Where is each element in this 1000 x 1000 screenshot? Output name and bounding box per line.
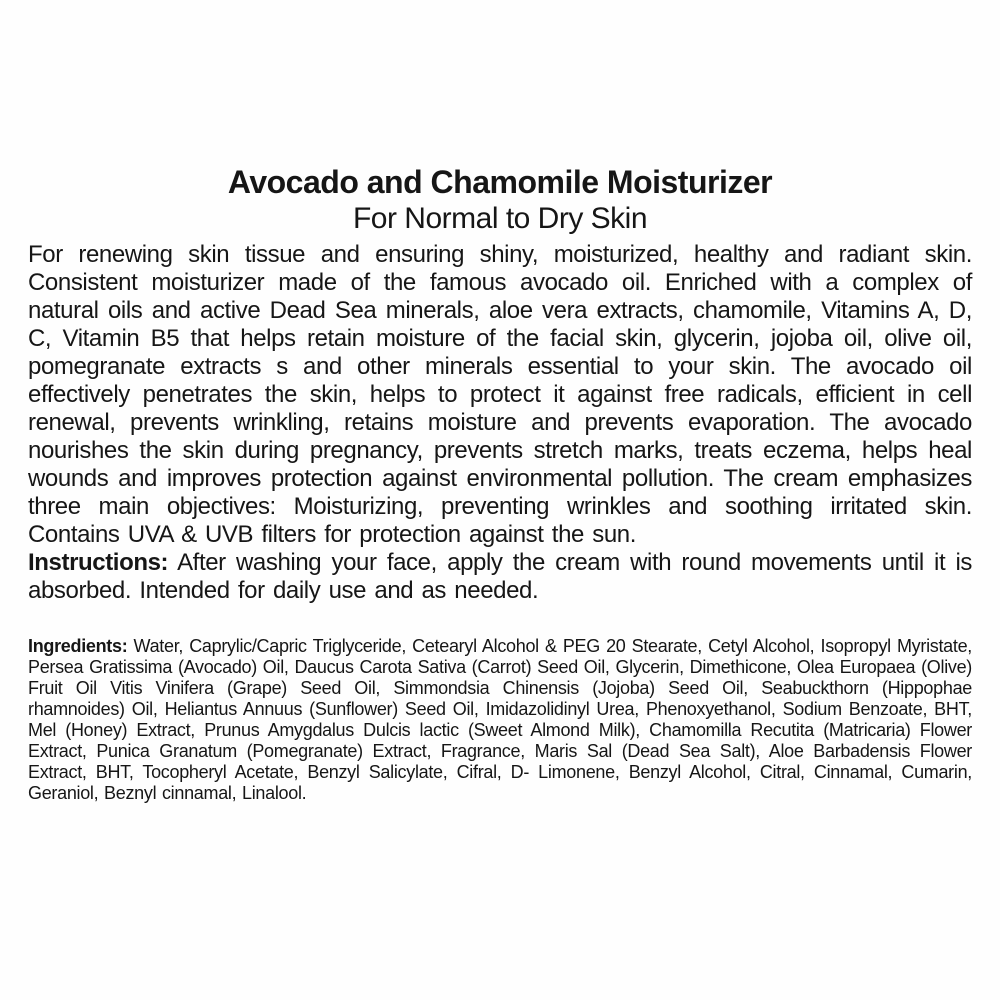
ingredients-label: Ingredients: [28,636,128,656]
instructions-paragraph [28,549,972,605]
product-title: Avocado and Chamomile Moisturizer [227,164,773,200]
product-subtitle: For Normal to Dry Skin [352,202,648,235]
instructions-text: After washing your face, apply the cream with round movements until it is absorbed. Intended for daily use and as needed. [28,549,972,604]
ingredients-paragraph [28,636,972,804]
instructions-label: Instructions: [28,549,169,576]
product-description: For renewing skin tissue and ensuring shiny, moisturized, healthy and radiant skin. Consistent moisturizer made of the famous avocado oil. Enriched with a complex of natural oils and active Dead Sea minerals, aloe vera extracts, chamomile, Vitamins A, D, C, Vitamin B5 that helps retain moisture of the facial skin, glycerin, jojoba oil, olive oil, pomegranate extracts s and other minerals essential to your skin. The avocado oil effectively penetrates the skin, helps to protect it against free radicals, efficient in cell renewal, prevents wrinkling, retains moisture and prevents evaporation. The avocado nourishes the skin during pregnancy, prevents stretch marks, treats eczema, helps heal wounds and improves protection against environmental pollution. The cream emphasizes three main objectives: Moisturizing, preventing wrinkles and soothing irritated skin. Contains UVA & UVB filters for protection against the sun. [28,241,972,548]
ingredients-text: Water, Caprylic/Capric Triglyceride, Cetearyl Alcohol & PEG 20 Stearate, Cetyl Alcohol, Isopropyl Myristate, Persea Gratissima (Avocado) Oil, Daucus Carota Sativa (Carrot) Seed Oil, Glycerin, Dimethicone, Olea Europaea (Olive) Fruit Oil Vitis Vinifera (Grape) Seed Oil, Simmondsia Chinensis (Jojoba) Seed Oil, Seabuckthorn (Hippophae rhamnoides) Oil, Heliantus Annuus (Sunflower) Seed Oil, Imidazolidinyl Urea, Phenoxyethanol, Sodium Benzoate, BHT, Mel (Honey) Extract, Prunus Amygdalus Dulcis lactic (Sweet Almond Milk), Chamomilla Recutita (Matricaria) Flower Extract, Punica Granatum (Pomegranate) Extract, Fragrance, Maris Sal (Dead Sea Salt), Aloe Barbadensis Flower Extract, BHT, Tocopheryl Acetate, Benzyl Salicylate, Cifral, D- Limonene, Benzyl Alcohol, Citral, Cinnamal, Cumarin, Geraniol, Beznyl cinnamal, Linalool. [28,636,972,803]
